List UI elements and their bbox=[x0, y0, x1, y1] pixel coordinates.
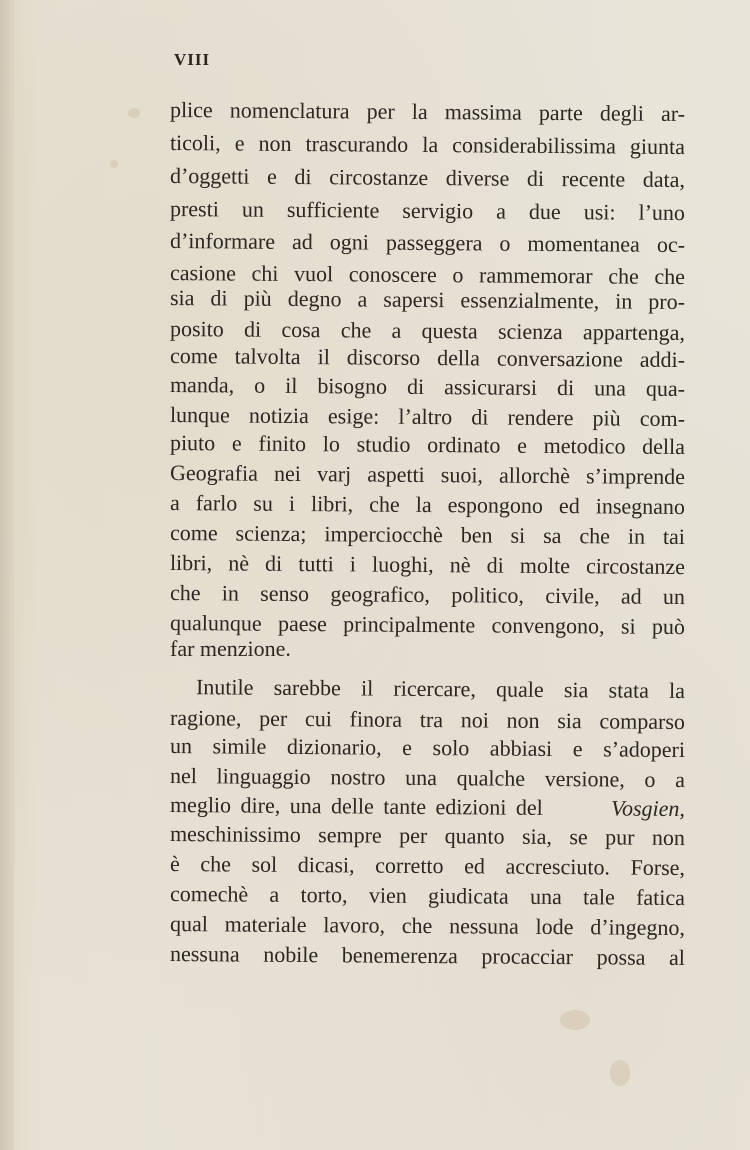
text-line: presti un sufficiente servigio a due usi: l’uno bbox=[169, 196, 686, 226]
page-gutter bbox=[0, 0, 14, 1150]
text-line: come talvolta il discorso della conversazione addi- bbox=[169, 343, 686, 373]
text-line: posito di cosa che a questa scienza appartenga, bbox=[169, 316, 686, 346]
text-line: plice nomenclatura per la massima parte degli ar- bbox=[169, 97, 686, 127]
text-line: comechè a torto, vien giudicata una tale fatica bbox=[169, 881, 686, 911]
text-line: è che sol dicasi, corretto ed accresciuto. Forse, bbox=[169, 851, 686, 881]
text-line: ragione, per cui finora tra noi non sia comparso bbox=[169, 705, 686, 735]
text-line: lunque notizia esige: l’altro di rendere più com- bbox=[169, 402, 686, 432]
text-line: d’oggetti e di circostanze diverse di recente data, bbox=[169, 163, 686, 193]
text-line: nessuna nobile benemerenza procacciar possa al bbox=[169, 941, 686, 971]
text-line: un simile dizionario, e solo abbiasi e s’adoperi bbox=[169, 733, 686, 763]
text-line: ticoli, e non trascurando la considerabilissima giunta bbox=[169, 130, 686, 160]
text-line: libri, nè di tutti i luoghi, nè di molte circostanze bbox=[169, 550, 686, 580]
foxing-stain bbox=[610, 1060, 630, 1086]
text-line: casione chi vuol conoscere o rammemorar che che bbox=[169, 260, 686, 290]
text-line: meschinissimo sempre per quanto sia, se pur non bbox=[169, 821, 686, 851]
foxing-stain bbox=[110, 160, 118, 168]
italic-name: Vosgien, bbox=[610, 795, 686, 822]
text-line: d’informare ad ogni passeggera o momentanea oc- bbox=[169, 228, 686, 258]
text-line: far menzione. bbox=[170, 636, 291, 661]
text-line-main: meglio dire, una delle tante edizioni del bbox=[169, 792, 543, 820]
text-line: a farlo su i libri, che la espongono ed insegnano bbox=[169, 490, 686, 520]
text-line: sia di più degno a sapersi essenzialmente, in pro- bbox=[169, 285, 686, 315]
text-line: come scienza; imperciocchè ben si sa che in tai bbox=[169, 520, 686, 550]
text-line: qualunque paese principalmente convengono, si può bbox=[169, 610, 686, 640]
page-number: VIII bbox=[174, 50, 211, 69]
text-line: Geografia nei varj aspetti suoi, allorchè s’imprende bbox=[169, 460, 686, 490]
text-line: piuto e finito lo studio ordinato e metodico della bbox=[169, 430, 686, 460]
text-line: qual materiale lavoro, che nessuna lode d’ingegno, bbox=[169, 911, 686, 941]
text-line bbox=[170, 792, 685, 822]
text-line: nel linguaggio nostro una qualche versione, o a bbox=[169, 763, 686, 793]
text-line: che in senso geografico, politico, civile, ad un bbox=[169, 580, 686, 610]
foxing-stain bbox=[128, 108, 140, 118]
text-line: manda, o il bisogno di assicurarsi di una qua- bbox=[169, 372, 686, 402]
foxing-stain bbox=[560, 1010, 590, 1030]
text-line: Inutile sarebbe il ricercare, quale sia stata la bbox=[195, 674, 686, 704]
